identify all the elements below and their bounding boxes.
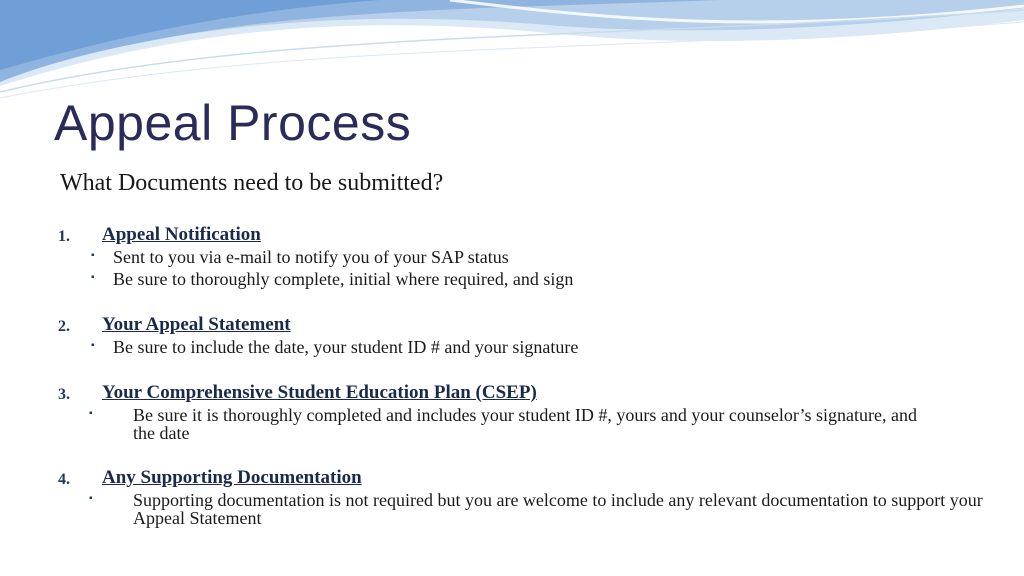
- square-bullet-icon: ▪: [91, 250, 95, 261]
- square-bullet-icon: ▪: [91, 340, 95, 351]
- square-bullet-icon: ▪: [89, 408, 93, 419]
- bullet-text: Supporting documentation is not required but you are welcome to include any relevant documentation to support your Appeal Statement: [133, 490, 983, 528]
- square-bullet-icon: ▪: [91, 272, 95, 283]
- item-number: 3.: [58, 386, 70, 403]
- item-heading: Your Appeal Statement: [102, 314, 291, 335]
- item-heading: Your Comprehensive Student Education Plan (CSEP): [102, 382, 537, 403]
- item-number: 4.: [58, 471, 70, 488]
- bullet-text: Be sure to thoroughly complete, initial where required, and sign: [113, 269, 574, 289]
- item-heading: Appeal Notification: [102, 224, 261, 245]
- item-number: 2.: [58, 318, 70, 335]
- square-bullet-icon: ▪: [89, 493, 93, 504]
- bullet-text: Be sure it is thoroughly completed and includes your student ID #, yours and your counselor’s signature, and the date: [133, 405, 918, 443]
- item-number: 1.: [58, 228, 70, 245]
- bullet-text: Be sure to include the date, your student ID # and your signature: [113, 337, 579, 357]
- slide-title: Appeal Process: [54, 95, 412, 151]
- bullet-text: Sent to you via e-mail to notify you of your SAP status: [113, 247, 509, 267]
- item-heading: Any Supporting Documentation: [102, 467, 362, 488]
- slide-subtitle: What Documents need to be submitted?: [60, 170, 444, 196]
